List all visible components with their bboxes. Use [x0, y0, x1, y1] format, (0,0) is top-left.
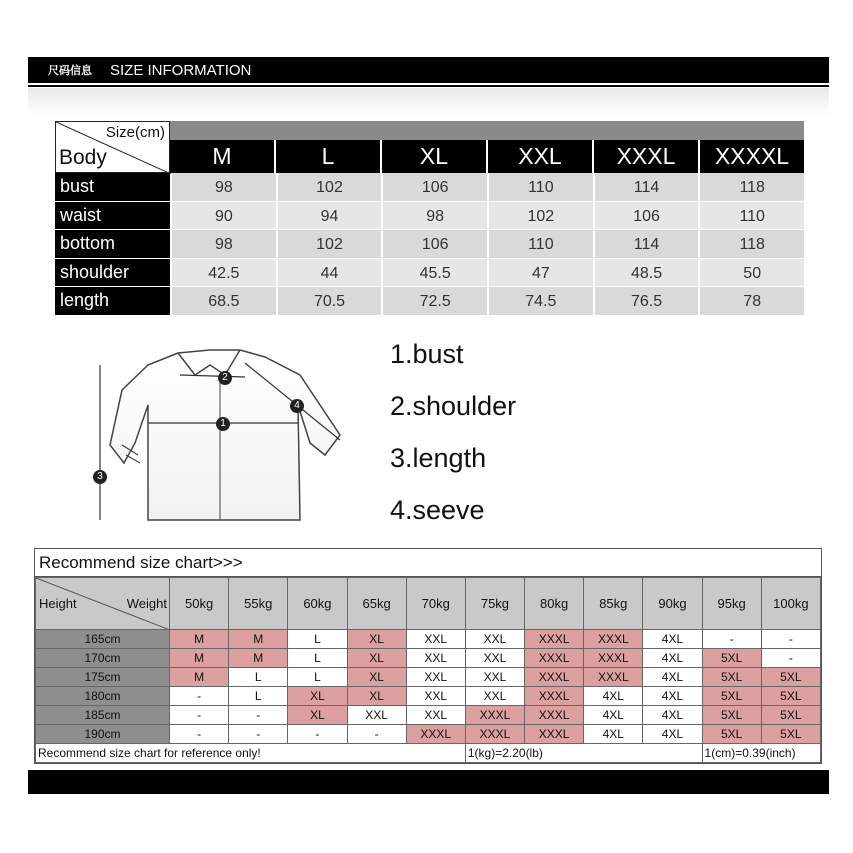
- corner-weight-label: Weight: [126, 596, 167, 611]
- recommend-size-cell: XXL: [347, 706, 406, 725]
- recommend-size-cell: -: [229, 725, 288, 744]
- recommend-size-cell: L: [288, 630, 347, 649]
- measurement-value: 74.5: [487, 287, 593, 316]
- height-cell: 190cm: [36, 725, 170, 744]
- recommend-size-cell: XXXL: [584, 668, 643, 687]
- recommend-size-cell: XL: [347, 649, 406, 668]
- header-bar: [28, 57, 829, 83]
- footer-note: 1(kg)=2.20(lb): [465, 744, 702, 763]
- recommend-size-cell: -: [347, 725, 406, 744]
- recommend-size-cell: 4XL: [643, 649, 702, 668]
- measurement-value: 98: [170, 173, 276, 202]
- footer-bar: [28, 770, 829, 794]
- size-table-row: [55, 259, 804, 288]
- recommend-size-cell: XXXL: [465, 725, 524, 744]
- size-header-cell: XXL: [486, 140, 592, 173]
- recommend-size-cell: M: [170, 668, 229, 687]
- recommend-size-cell: XL: [347, 687, 406, 706]
- recommend-size-cell: 4XL: [643, 687, 702, 706]
- recommend-size-cell: L: [288, 649, 347, 668]
- recommend-size-cell: 5XL: [702, 687, 761, 706]
- header-gradient: [28, 88, 829, 116]
- recommend-table-body: [36, 578, 821, 763]
- recommend-size-cell: XL: [288, 687, 347, 706]
- recommend-size-cell: XXXL: [465, 706, 524, 725]
- recommend-table: [35, 577, 821, 763]
- size-header-cell: XXXL: [592, 140, 698, 173]
- recommend-size-cell: M: [170, 630, 229, 649]
- measurement-label: bust: [55, 173, 170, 202]
- weight-header-cell: 85kg: [584, 578, 643, 630]
- measurement-value: 68.5: [170, 287, 276, 316]
- size-table-header: [55, 121, 804, 173]
- recommend-size-cell: 4XL: [643, 630, 702, 649]
- recommend-size-cell: L: [229, 668, 288, 687]
- recommend-header-row: [36, 578, 821, 630]
- recommend-size-cell: XXL: [406, 687, 465, 706]
- size-header-cell: XL: [380, 140, 486, 173]
- shirt-illustration: [60, 335, 360, 535]
- recommend-size-cell: XL: [347, 630, 406, 649]
- recommend-size-cell: -: [170, 725, 229, 744]
- recommend-size-cell: M: [229, 649, 288, 668]
- recommend-size-cell: -: [229, 706, 288, 725]
- recommend-size-cell: -: [702, 630, 761, 649]
- recommend-size-cell: 4XL: [584, 725, 643, 744]
- measurement-value: 45.5: [381, 259, 487, 288]
- recommend-size-cell: 5XL: [702, 668, 761, 687]
- recommend-size-cell: 4XL: [584, 687, 643, 706]
- measurement-value: 90: [170, 202, 276, 231]
- measurement-value: 110: [487, 173, 593, 202]
- recommend-size-cell: XXXL: [525, 725, 584, 744]
- recommend-size-cell: XXL: [406, 649, 465, 668]
- measurement-value: 118: [698, 173, 804, 202]
- header-title: SIZE INFORMATION: [110, 61, 252, 79]
- size-table: [55, 121, 804, 316]
- recommend-size-cell: 5XL: [761, 706, 820, 725]
- header-zh-title: 尺码信息: [48, 65, 92, 77]
- marker-4-icon: 4: [290, 399, 304, 413]
- size-table-row: [55, 230, 804, 259]
- size-table-row: [55, 287, 804, 316]
- measurement-value: 118: [698, 230, 804, 259]
- measurement-value: 106: [593, 202, 699, 231]
- recommend-size-cell: L: [229, 687, 288, 706]
- recommend-size-cell: -: [761, 630, 820, 649]
- measurement-value: 110: [698, 202, 804, 231]
- measurement-value: 72.5: [381, 287, 487, 316]
- legend-bust: 1.bust: [390, 339, 464, 369]
- measurement-value: 98: [170, 230, 276, 259]
- recommend-size-cell: L: [288, 668, 347, 687]
- recommend-row: [36, 687, 821, 706]
- recommend-size-cell: -: [288, 725, 347, 744]
- size-header-row: [170, 140, 804, 173]
- measurement-value: 94: [276, 202, 382, 231]
- legend-shoulder: 2.shoulder: [390, 391, 517, 421]
- recommend-size-cell: XL: [347, 668, 406, 687]
- recommend-size-cell: XXXL: [584, 649, 643, 668]
- size-header-cell: L: [274, 140, 380, 173]
- measurement-value: 110: [487, 230, 593, 259]
- recommend-corner: [36, 578, 170, 630]
- measurement-value: 114: [593, 173, 699, 202]
- header-divider: [28, 85, 829, 87]
- recommend-size-cell: XXL: [406, 706, 465, 725]
- recommend-size-cell: XXL: [406, 668, 465, 687]
- recommend-size-cell: M: [170, 649, 229, 668]
- recommend-row: [36, 630, 821, 649]
- recommend-size-cell: 4XL: [643, 725, 702, 744]
- marker-2-icon: 2: [218, 371, 232, 385]
- recommend-footer-row: [36, 744, 821, 763]
- size-table-row: [55, 202, 804, 231]
- size-header-cell: XXXXL: [698, 140, 804, 173]
- recommend-size-cell: 5XL: [761, 725, 820, 744]
- weight-header-cell: 55kg: [229, 578, 288, 630]
- measurement-value: 114: [593, 230, 699, 259]
- weight-header-cell: 80kg: [525, 578, 584, 630]
- recommend-size-cell: XXXL: [406, 725, 465, 744]
- measurement-value: 102: [276, 230, 382, 259]
- recommend-size-cell: 5XL: [761, 668, 820, 687]
- height-cell: 175cm: [36, 668, 170, 687]
- recommend-size-cell: 4XL: [643, 668, 702, 687]
- recommend-size-cell: 4XL: [643, 706, 702, 725]
- measurement-value: 50: [698, 259, 804, 288]
- recommend-size-cell: 5XL: [761, 687, 820, 706]
- height-cell: 180cm: [36, 687, 170, 706]
- size-header-cell: M: [212, 143, 232, 169]
- recommend-size-cell: XXL: [465, 630, 524, 649]
- recommend-title: Recommend size chart>>>: [35, 549, 821, 577]
- recommend-size-cell: XXXL: [525, 668, 584, 687]
- corner-height-label: Height: [39, 596, 77, 611]
- footer-note: 1(cm)=0.39(inch): [702, 744, 820, 763]
- recommend-row: [36, 706, 821, 725]
- measurement-value: 47: [487, 259, 593, 288]
- marker-1-icon: 1: [216, 417, 230, 431]
- height-cell: 165cm: [36, 630, 170, 649]
- recommend-size-cell: 5XL: [702, 706, 761, 725]
- measurement-label: length: [55, 287, 170, 316]
- recommend-row: [36, 649, 821, 668]
- corner-size-label: Size(cm): [105, 124, 165, 141]
- diagram-legend: [390, 335, 516, 543]
- recommend-size-cell: XXL: [465, 687, 524, 706]
- recommend-size-cell: 5XL: [702, 649, 761, 668]
- measurement-value: 98: [381, 202, 487, 231]
- recommend-size-cell: XXXL: [525, 630, 584, 649]
- recommend-size-cell: 4XL: [584, 706, 643, 725]
- recommend-size-cell: XXL: [406, 630, 465, 649]
- weight-header-cell: 90kg: [643, 578, 702, 630]
- measurement-value: 44: [276, 259, 382, 288]
- measurement-value: 106: [381, 173, 487, 202]
- recommend-row: [36, 725, 821, 744]
- weight-header-cell: 50kg: [170, 578, 229, 630]
- legend-sleeve: 4.seeve: [390, 495, 485, 525]
- recommend-size-cell: -: [761, 649, 820, 668]
- size-table-body: [55, 173, 804, 316]
- footer-note: Recommend size chart for reference only!: [36, 744, 466, 763]
- measurement-label: shoulder: [55, 259, 170, 288]
- weight-header-cell: 70kg: [406, 578, 465, 630]
- recommend-size-cell: 5XL: [702, 725, 761, 744]
- measurement-value: 102: [487, 202, 593, 231]
- weight-header-cell: 100kg: [761, 578, 820, 630]
- measurement-value: 70.5: [276, 287, 382, 316]
- recommend-size-cell: XL: [288, 706, 347, 725]
- measurement-label: bottom: [55, 230, 170, 259]
- measurement-value: 42.5: [170, 259, 276, 288]
- size-table-top-strip: [170, 121, 804, 140]
- recommend-size-cell: XXXL: [525, 687, 584, 706]
- measurement-value: 106: [381, 230, 487, 259]
- measurement-value: 78: [698, 287, 804, 316]
- recommend-size-cell: XXXL: [525, 649, 584, 668]
- recommend-size-cell: -: [170, 687, 229, 706]
- corner-body-label: Body: [59, 146, 107, 169]
- weight-header-cell: 65kg: [347, 578, 406, 630]
- height-cell: 170cm: [36, 649, 170, 668]
- measurement-value: 48.5: [593, 259, 699, 288]
- recommend-size-cell: XXXL: [584, 630, 643, 649]
- recommend-size-cell: XXL: [465, 668, 524, 687]
- recommend-size-cell: XXXL: [525, 706, 584, 725]
- measurement-value: 76.5: [593, 287, 699, 316]
- measurement-value: 102: [276, 173, 382, 202]
- size-table-corner: [55, 121, 170, 173]
- measurement-label: waist: [55, 202, 170, 231]
- recommend-row: [36, 668, 821, 687]
- weight-header-cell: 95kg: [702, 578, 761, 630]
- recommend-size-cell: XXL: [465, 649, 524, 668]
- recommend-chart: [34, 548, 822, 764]
- shirt-diagram: [60, 335, 360, 535]
- size-table-row: [55, 173, 804, 202]
- weight-header-cell: 60kg: [288, 578, 347, 630]
- marker-3-icon: 3: [93, 470, 107, 484]
- legend-length: 3.length: [390, 443, 487, 473]
- height-cell: 185cm: [36, 706, 170, 725]
- recommend-size-cell: -: [170, 706, 229, 725]
- recommend-size-cell: M: [229, 630, 288, 649]
- weight-header-cell: 75kg: [465, 578, 524, 630]
